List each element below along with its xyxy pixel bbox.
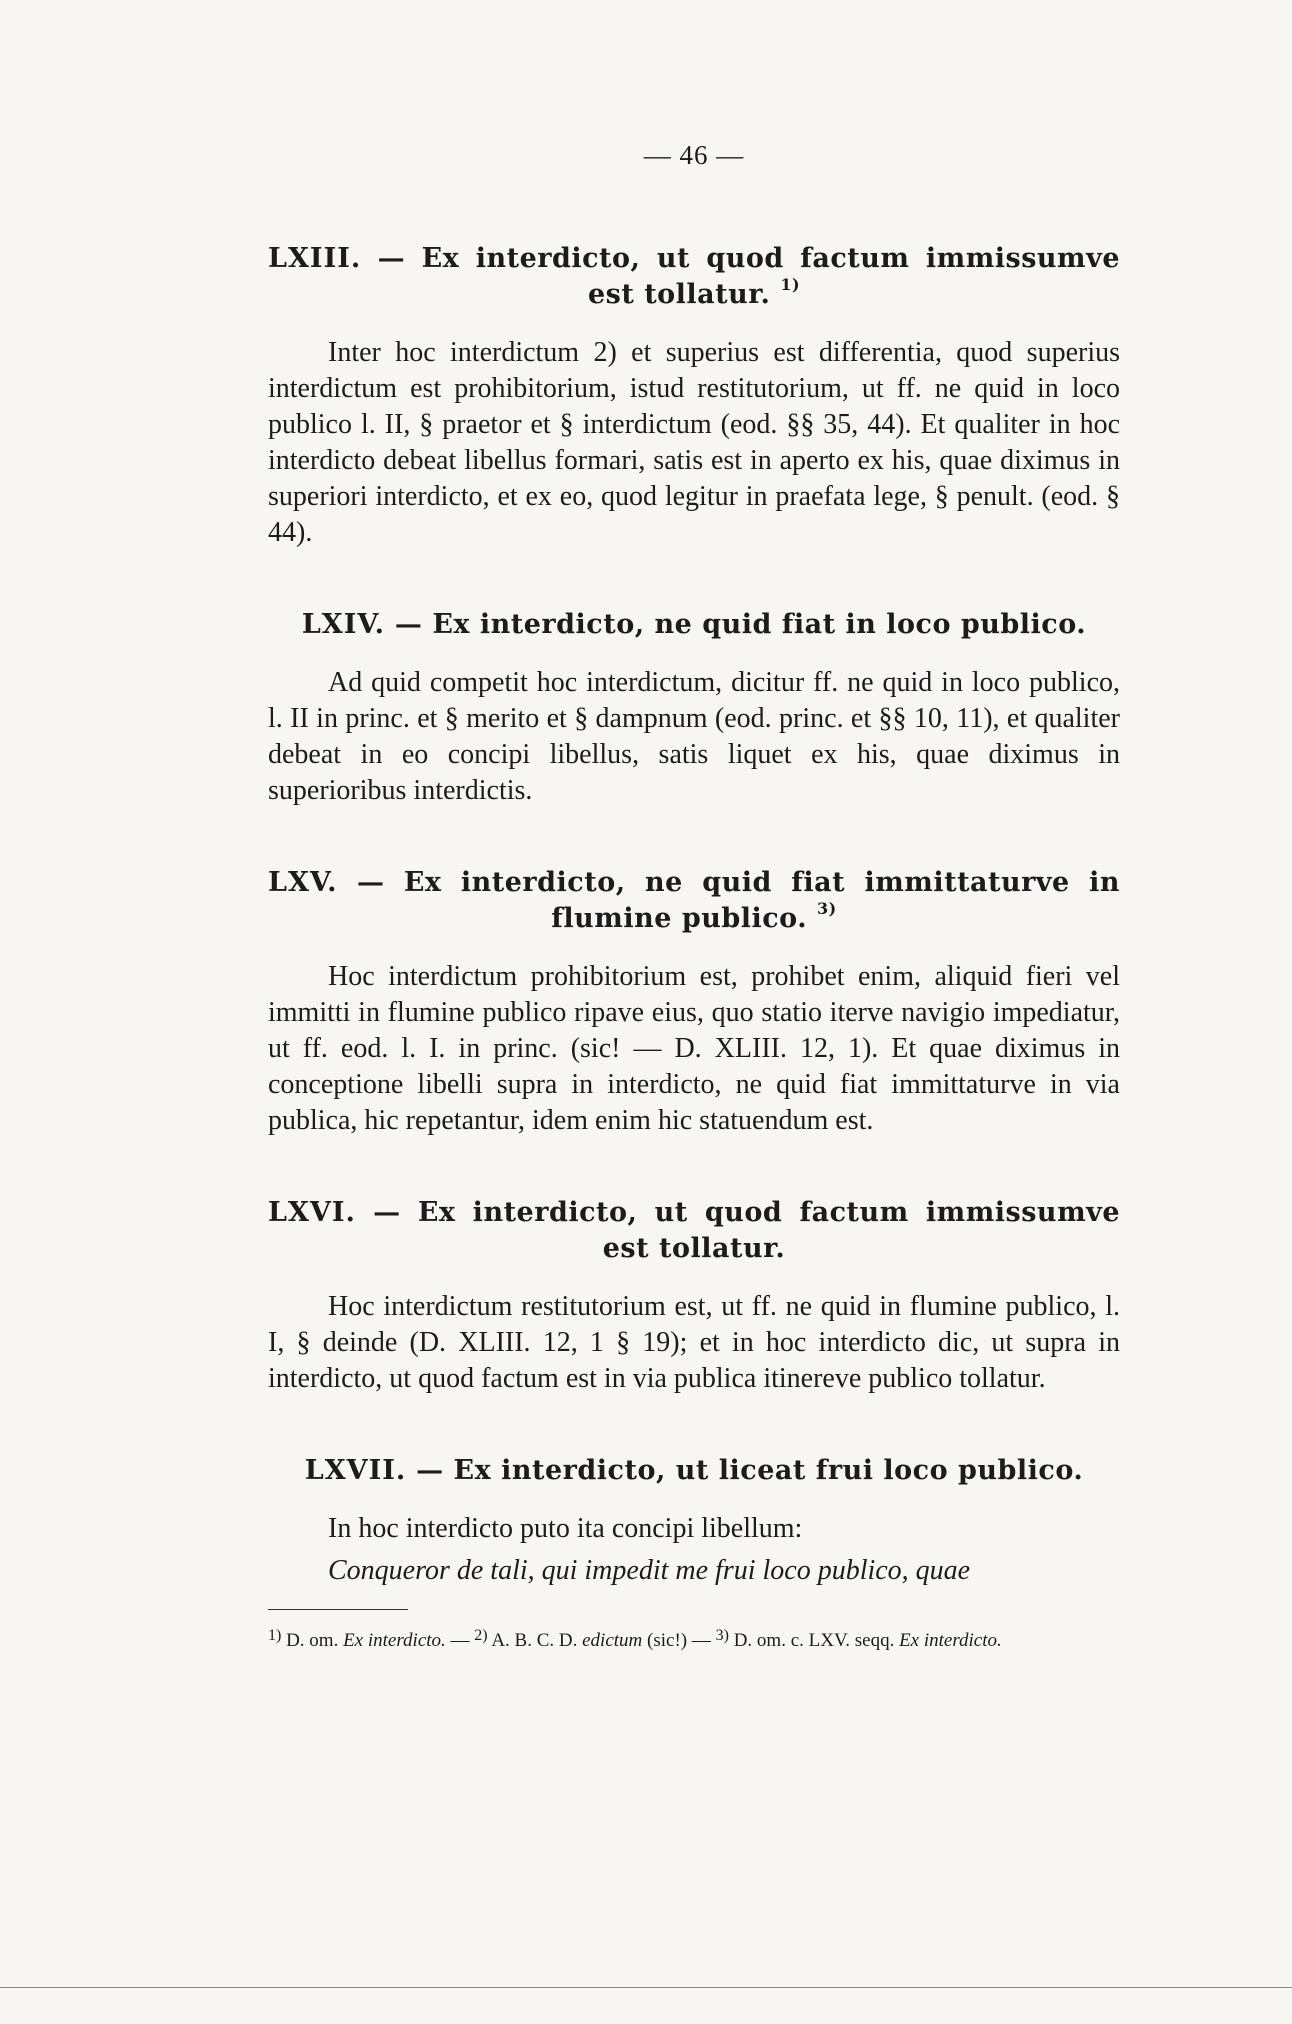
section-paragraph: Hoc interdictum restitutorium est, ut ff. ne quid in flumine publico, l. I, § deinde (D. XLIII. 12, 1 § 19); et in hoc interdicto dic, ut supra in interdicto, ut quod factum est in via publica itinereve publico tollatur. [268,1291,1120,1394]
section-title: — Ex interdicto, ut quod factum immissumve est tollatur. [377,243,1120,310]
section-number: LXVII. [304,1455,407,1486]
section-title: — Ex interdicto, ne quid fiat in loco publico. [394,609,1087,640]
section-number: LXVI. [268,1197,356,1228]
document-page [268,140,1120,1654]
section-title: — Ex interdicto, ne quid fiat immittaturve in flumine publico. [356,867,1120,934]
scan-edge-line [0,1987,1292,1988]
footnote-separator: — [691,1630,711,1651]
footnote-ref: 1) [780,275,801,294]
footnote-3-text: D. om. c. LXV. seqq. [733,1630,895,1651]
footnote-2-text: A. B. C. D. [491,1630,578,1651]
section-paragraph: Hoc interdictum prohibitorium est, prohibet enim, aliquid fieri vel immitti in flumine publico ripave eius, quo statio iterve navigio impediatur, ut ff. eod. l. I. in princ. (sic! — D. XLIII. 12, 1). Et quae diximus in conceptione libelli supra in interdicto, ne quid fiat immittaturve in via publica, hic repetantur, idem enim hic statuendum est. [268,961,1120,1136]
footnote-2-after: (sic!) [647,1630,688,1651]
section-paragraph: Inter hoc interdictum 2) et superius est differentia, quod superius interdictum est prohibitorium, istud restitutorium, ut ff. ne quid in loco publico l. II, § praetor et § interdictum (eod. §§ 35, 44). Et qualiter in hoc interdicto debeat libellus formari, satis est in aperto ex his, quae diximus in superiori interdicto, et ex eo, quod legitur in praefata lege, § penult. (eod. § 44). [268,337,1120,548]
section-heading-lxv [268,865,1120,937]
footnote-ref: 3) [817,899,837,918]
footnote-1-italic: Ex interdicto. [343,1630,446,1651]
footnote-mark-3: 3) [715,1627,729,1644]
section-heading-lxiv [268,607,1120,643]
footnote-mark-1: 1) [268,1627,282,1644]
footnote-2-italic: edictum [582,1630,643,1651]
footnote-divider [268,1609,408,1610]
section-heading-lxiii [268,241,1120,313]
footnote-3-italic: Ex interdicto. [899,1630,1002,1651]
section-heading-lxvii [268,1453,1120,1489]
section-title: — Ex interdicto, ut quod factum immissumve est tollatur. [373,1197,1120,1264]
section-number: LXIV. [301,609,386,640]
footnote-1-text: D. om. [286,1630,339,1651]
section-title: — Ex interdicto, ut liceat frui loco publico. [416,1455,1084,1486]
footnote-mark-2: 2) [474,1627,488,1644]
section-paragraph: In hoc interdicto puto ita concipi libellum: [328,1513,803,1544]
page-number: — 46 — [643,140,745,170]
section-heading-lxvi [268,1195,1120,1267]
section-paragraph: Ad quid competit hoc interdictum, dicitur ff. ne quid in loco publico, l. II in princ. et § merito et § dampnum (eod. princ. et §§ 10, 11), et qualiter debeat in eo concipi libellus, satis liquet ex his, quae diximus in superioribus interdictis. [268,667,1120,806]
footnotes [268,1628,1120,1654]
section-number: LXV. [268,867,338,898]
section-number: LXIII. [268,243,362,274]
footnote-separator: — [450,1630,470,1651]
libellus-formula: Conqueror de tali, qui impedit me frui loco publico, quae [328,1555,971,1586]
